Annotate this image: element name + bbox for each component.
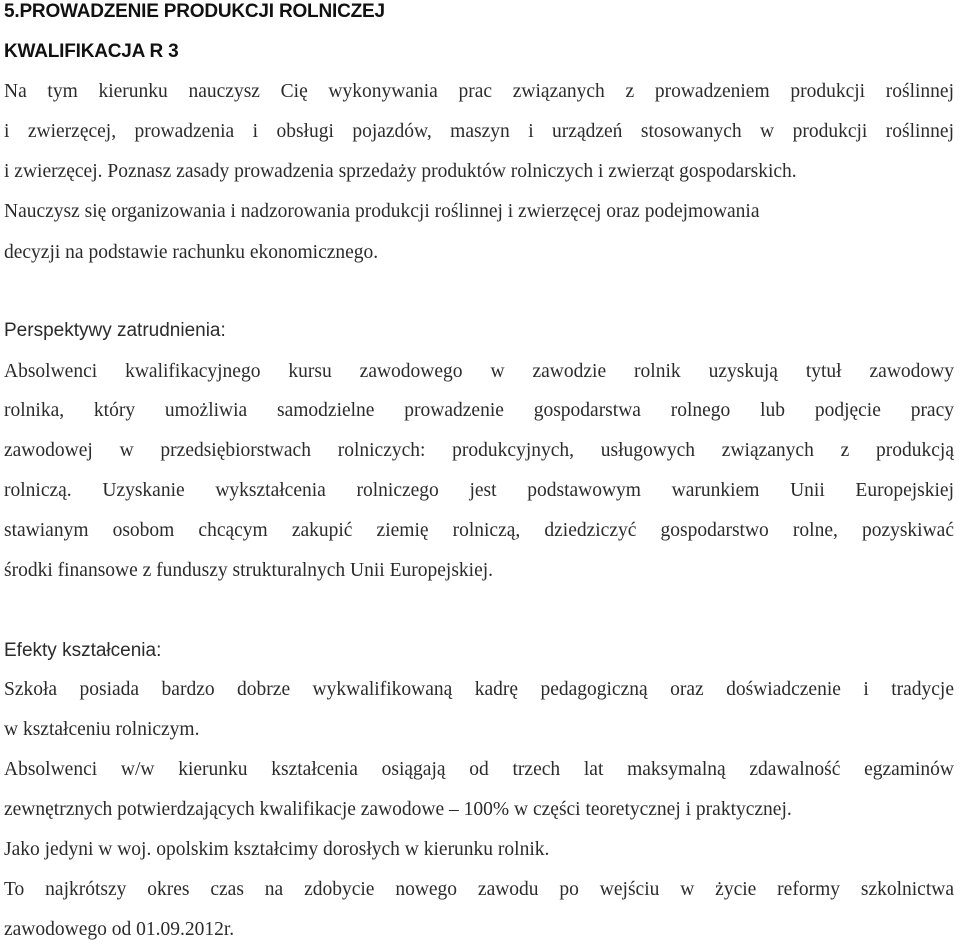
qualification-code: KWALIFIKACJA R 3 [4,41,179,62]
paragraph-line: zawodowego od 01.09.2012r. [4,919,235,940]
employment-heading: Perspektywy zatrudnienia: [4,320,226,341]
effects-heading: Efekty kształcenia: [4,640,162,661]
paragraph-line: stawianym osobom chcącym zakupić ziemię rolniczą, dziedziczyć gospodarstwo rolne, pozyskiwać [4,520,954,541]
paragraph-line: Absolwenci kwalifikacyjnego kursu zawodowego w zawodzie rolnik uzyskują tytuł zawodowy [4,361,954,382]
paragraph-line: Szkoła posiada bardzo dobrze wykwalifikowaną kadrę pedagogiczną oraz doświadczenie i tradycje [4,679,954,700]
paragraph-line: Jako jedyni w woj. opolskim kształcimy dorosłych w kierunku rolnik. [4,839,550,860]
paragraph-line: decyzji na podstawie rachunku ekonomicznego. [4,242,379,263]
paragraph-line: zawodowej w przedsiębiorstwach rolniczych: produkcyjnych, usługowych związanych z produkcją [4,440,954,461]
paragraph-line: Na tym kierunku nauczysz Cię wykonywania prac związanych z prowadzeniem produkcji roślinnej [4,81,954,102]
paragraph-line: Absolwenci w/w kierunku kształcenia osiągają od trzech lat maksymalną zdawalność egzaminów [4,759,954,780]
document-title: 5.PROWADZENIE PRODUKCJI ROLNICZEJ [4,1,385,22]
paragraph-line: i zwierzęcej, prowadzenia i obsługi pojazdów, maszyn i urządzeń stosowanych w produkcji roślinnej [4,121,954,142]
paragraph-line: rolniczą. Uzyskanie wykształcenia rolniczego jest podstawowym warunkiem Unii Europejskiej [4,480,954,501]
paragraph-line: zewnętrznych potwierdzających kwalifikacje zawodowe – 100% w części teoretycznej i praktycznej. [4,799,792,820]
paragraph-line: środki finansowe z funduszy strukturalnych Unii Europejskiej. [4,560,494,581]
paragraph-line: Nauczysz się organizowania i nadzorowania produkcji roślinnej i zwierzęcej oraz podejmowania [4,201,760,222]
paragraph-line: w kształceniu rolniczym. [4,719,200,740]
paragraph-line: rolnika, który umożliwia samodzielne prowadzenie gospodarstwa rolnego lub podjęcie pracy [4,400,954,421]
paragraph-line: i zwierzęcej. Poznasz zasady prowadzenia sprzedaży produktów rolniczych i zwierząt gospodarskich. [4,161,797,182]
paragraph-line: To najkrótszy okres czas na zdobycie nowego zawodu po wejściu w życie reformy szkolnictwa [4,879,954,900]
